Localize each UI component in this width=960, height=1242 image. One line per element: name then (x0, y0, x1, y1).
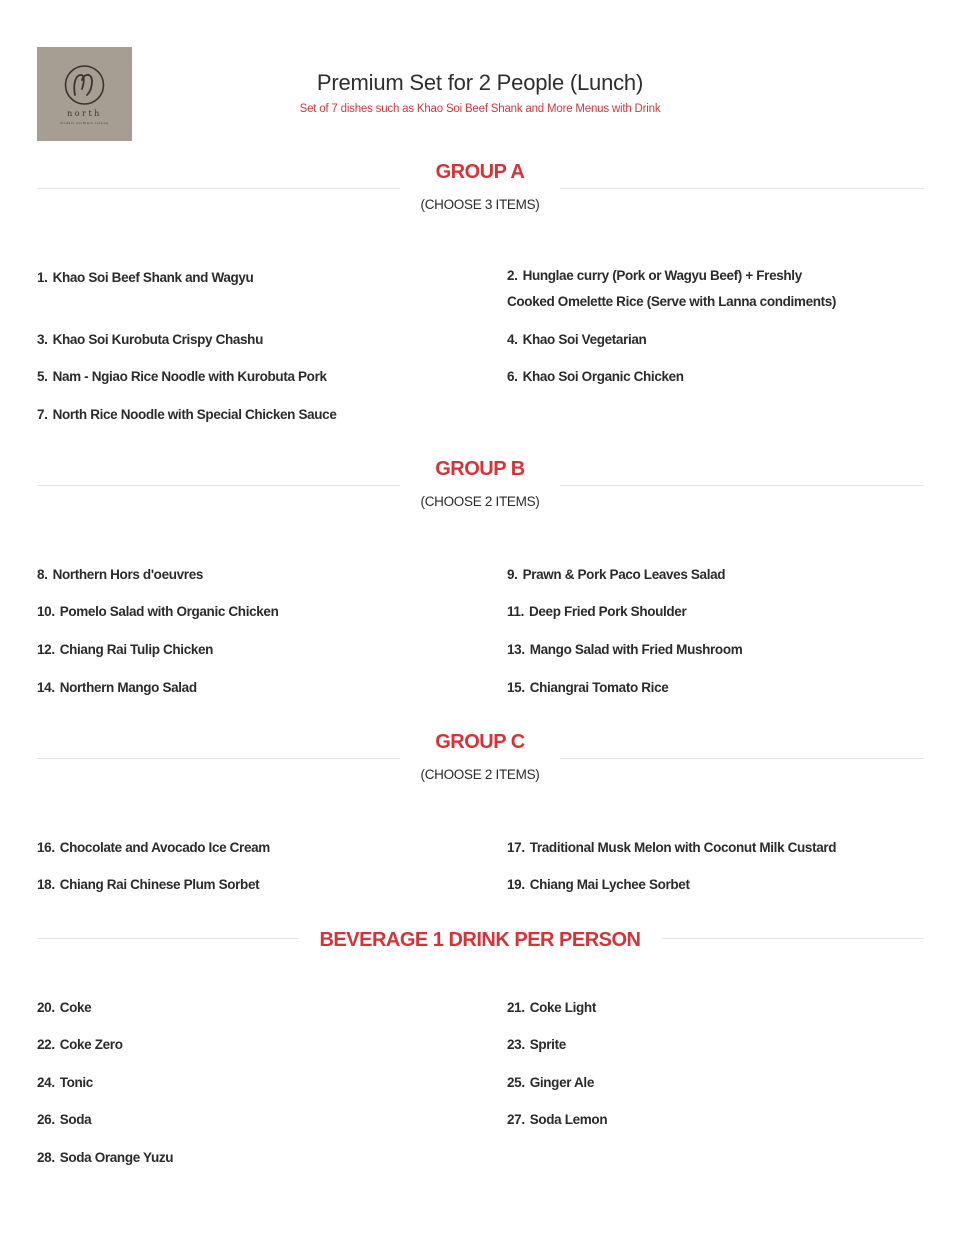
group-b-choose: (CHOOSE 2 ITEMS) (420, 494, 540, 509)
group-c-heading: GROUP C (435, 731, 525, 753)
menu-item-20: 20. Coke (37, 1000, 92, 1015)
menu-item-21: 21. Coke Light (507, 1000, 596, 1015)
divider-left (37, 758, 400, 759)
logo-tagline: modern northern cuisine (60, 121, 109, 125)
menu-item-4: 4. Khao Soi Vegetarian (507, 332, 647, 347)
menu-item-10: 10. Pomelo Salad with Organic Chicken (37, 604, 279, 619)
menu-item-15: 15. Chiangrai Tomato Rice (507, 680, 669, 695)
menu-item-11: 11. Deep Fried Pork Shoulder (507, 604, 687, 619)
divider-left (37, 188, 400, 189)
menu-item-24: 24. Tonic (37, 1075, 93, 1090)
menu-item-9: 9. Prawn & Pork Paco Leaves Salad (507, 567, 726, 582)
menu-item-7: 7. North Rice Noodle with Special Chicken Sauce (37, 407, 337, 422)
menu-item-28: 28. Soda Orange Yuzu (37, 1150, 174, 1165)
divider-right (560, 758, 924, 759)
menu-item-23: 23. Sprite (507, 1037, 566, 1052)
menu-item-26: 26. Soda (37, 1112, 92, 1127)
group-a-section (0, 161, 960, 212)
beverage-heading: BEVERAGE 1 DRINK PER PERSON (319, 929, 641, 951)
page-subtitle: Set of 7 dishes such as Khao Soi Beef Shank and More Menus with Drink (299, 103, 661, 115)
logo-wordmark: north (67, 109, 102, 118)
divider-left (37, 485, 400, 486)
page-title: Premium Set for 2 People (Lunch) (316, 70, 644, 95)
group-a-heading: GROUP A (435, 161, 525, 183)
menu-item-5: 5. Nam - Ngiao Rice Noodle with Kurobuta Pork (37, 369, 327, 384)
menu-item-27: 27. Soda Lemon (507, 1112, 608, 1127)
menu-item-25: 25. Ginger Ale (507, 1075, 594, 1090)
beverage-section (0, 929, 960, 953)
menu-item-16: 16. Chocolate and Avocado Ice Cream (37, 840, 270, 855)
menu-item-18: 18. Chiang Rai Chinese Plum Sorbet (37, 877, 260, 892)
menu-item-13: 13. Mango Salad with Fried Mushroom (507, 642, 743, 657)
divider-right (560, 485, 924, 486)
menu-item-19: 19. Chiang Mai Lychee Sorbet (507, 877, 690, 892)
menu-item-6: 6. Khao Soi Organic Chicken (507, 369, 684, 384)
menu-item-12: 12. Chiang Rai Tulip Chicken (37, 642, 214, 657)
menu-item-22: 22. Coke Zero (37, 1037, 123, 1052)
divider-right (560, 188, 924, 189)
group-b-heading: GROUP B (435, 458, 525, 480)
menu-item-14: 14. Northern Mango Salad (37, 680, 197, 695)
group-c-section (0, 731, 960, 782)
group-b-section (0, 458, 960, 509)
menu-item-8: 8. Northern Hors d'oeuvres (37, 567, 204, 582)
menu-item-17: 17. Traditional Musk Melon with Coconut Milk Custard (507, 840, 837, 855)
group-a-choose: (CHOOSE 3 ITEMS) (420, 197, 540, 212)
menu-item-2: 2. Hunglae curry (Pork or Wagyu Beef) + Freshly Cooked Omelette Rice (Serve with Lanna condiments) (507, 268, 837, 309)
menu-item-1: 1. Khao Soi Beef Shank and Wagyu (37, 270, 254, 285)
group-c-choose: (CHOOSE 2 ITEMS) (420, 767, 540, 782)
menu-item-3: 3. Khao Soi Kurobuta Crispy Chashu (37, 332, 263, 347)
